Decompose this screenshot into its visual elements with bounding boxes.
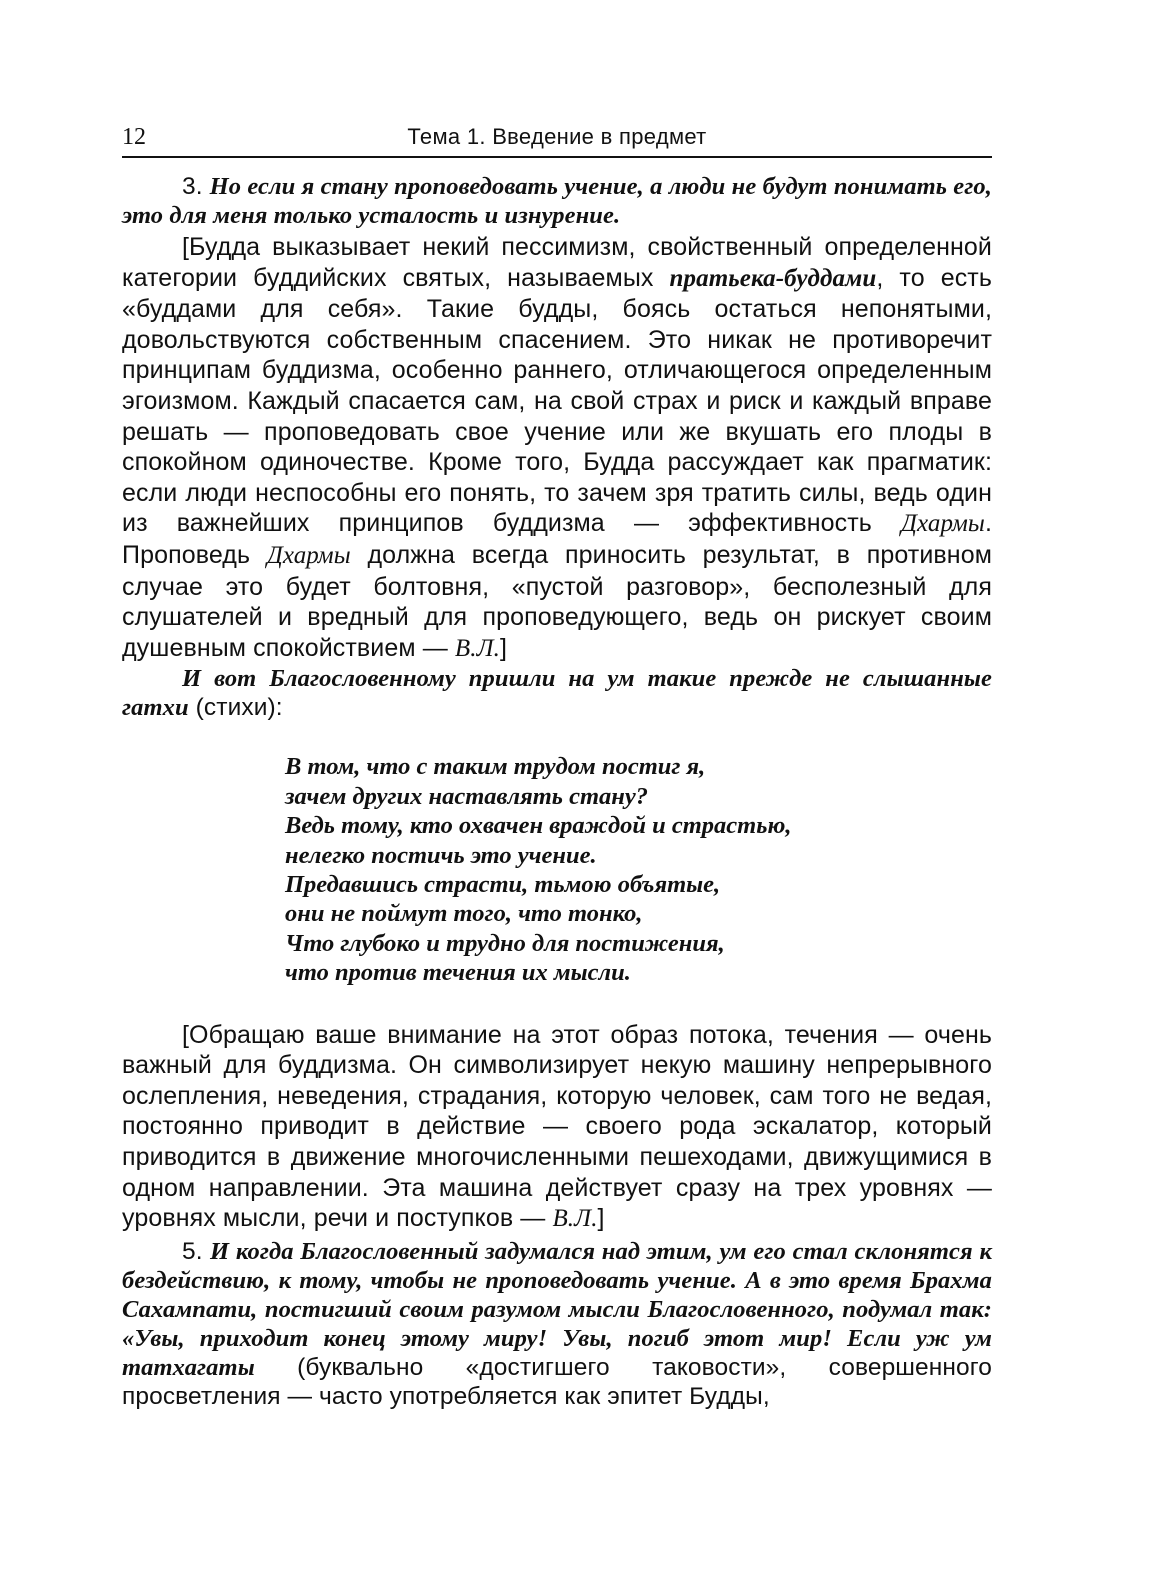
- sutra-text: Но если я стану проповедовать учение, а люди не будут понимать его, это для меня только усталость и изнурение.: [122, 173, 992, 229]
- verse-line: Что глубоко и трудно для постижения,: [285, 929, 725, 957]
- commentary-text: , то есть «буддами для себя». Такие будды, боясь остаться непонятыми, довольствуются собственным спасением. Это никак не противоречит принципам буддизма, особенно раннего, отличающегося определенным эгоизмом. Каждый спасается сам, на свой страх и риск и каждый вправе решать — проповедовать свое учение или же вкушать его плоды в спокойном одиночестве. Кроме того, Будда рассуждает как прагматик: если люди неспособны его понять, то зачем зря тратить силы, ведь один из важнейших принципов буддизма — эффективность: [122, 263, 992, 538]
- author-initials: В.Л.: [454, 634, 500, 662]
- verse-line: В том, что с таким трудом постиг я,: [285, 753, 706, 781]
- commentary-text: . Проповедь: [122, 509, 992, 569]
- tathagata-gloss: (буквально «достигшего таковости», совершенного просветления — часто употребляется как эпитет Будды,: [122, 1353, 992, 1410]
- bracket-close: ]: [499, 633, 508, 662]
- term-dharma: Дхармы: [266, 541, 351, 569]
- verse-line: они не поймут того, что тонко,: [285, 900, 643, 928]
- book-page: [122, 110, 992, 1411]
- verse-line: что против течения их мысли.: [285, 959, 631, 987]
- running-head: Тема 1. Введение в предмет: [407, 124, 707, 149]
- commentary-text: [Будда выказывает некий пессимизм, свойственный определенной категории буддийских святых, называемых: [122, 233, 992, 292]
- page-number: 12: [122, 124, 146, 150]
- gathas-intro-text: И вот Благословенному пришли на ум такие прежде не слышанные гатхи: [122, 665, 992, 722]
- header-rule: [122, 156, 992, 158]
- commentary-paragraph-1: [122, 232, 992, 664]
- page-header: [122, 110, 992, 156]
- author-initials: В.Л.: [552, 1205, 598, 1233]
- bracket-close: ]: [597, 1204, 605, 1233]
- commentary-text: [Обращаю ваше внимание на этот образ потока, течения — очень важный для буддизма. Он символизирует некую машину непрерывного ослепления, неведения, страдания, которую человек, сам того не ведая, постоянно приводит в действие — своего рода эскалатор, который приводится в движение многочисленными пешеходами, движущимися в одном направлении. Эта машина действует сразу на трех уровнях — уровнях мысли, речи и поступков —: [122, 1020, 992, 1233]
- verse-line: Предавшись страсти, тьмою объятые,: [285, 870, 721, 898]
- sutra-text: И когда Благословенный задумался над этим, ум его стал склонятся к бездействию, к тому, чтобы не проповедовать учение. А в это время Брахма Сахампати, постигший своим разумом мысли Благословенного, подумал так: «Увы, приходит конец этому миру! Увы, погиб этот мир! Если уж ум татхагаты: [122, 1237, 992, 1381]
- paragraph-3-sutra: [122, 172, 992, 230]
- gathas-gloss: (стихи):: [188, 694, 283, 722]
- commentary-text: должна всегда приносить результат, в противном случае это будет болтовня, «пустой разговор», бесполезный для слушателей и вредный для проповедующего, ведь он рискует своим душевным спокойствием —: [122, 540, 993, 662]
- verse-line: Ведь тому, кто охвачен враждой и страстью,: [285, 812, 792, 840]
- verse-line: нелегко постичь это учение.: [285, 841, 597, 869]
- verse-block: [285, 752, 992, 987]
- verse-number: 3.: [182, 173, 210, 200]
- verse-number: 5.: [182, 1237, 211, 1265]
- paragraph-gathas-intro: [122, 664, 992, 722]
- verse-line: зачем других наставлять стану?: [285, 782, 648, 810]
- term-pratyeka: пратьека-буддами: [669, 264, 877, 292]
- paragraph-5-sutra: [122, 1237, 992, 1411]
- term-dharma: Дхармы: [901, 510, 985, 538]
- commentary-paragraph-2: [122, 1020, 992, 1235]
